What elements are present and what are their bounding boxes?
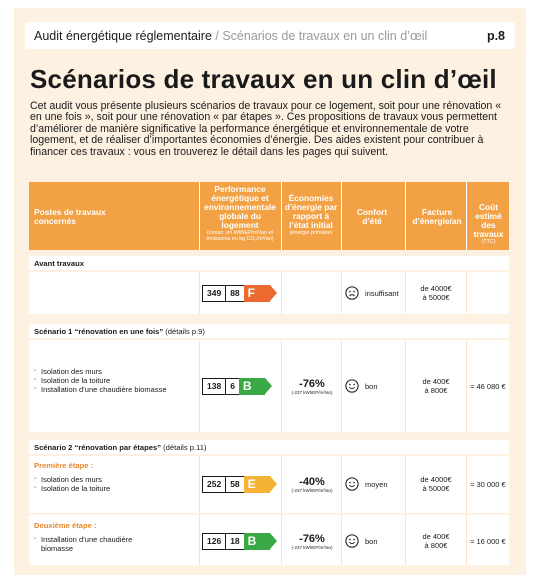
facture-line: à 800€ xyxy=(424,541,448,550)
facture-cell xyxy=(407,377,465,395)
saving-note: (-237 kWhEP/m²/an) xyxy=(291,545,333,550)
confort-cell xyxy=(345,379,378,393)
confort-value: bon xyxy=(365,536,378,546)
saving-cell xyxy=(282,534,342,551)
dpe-emissions: 18 xyxy=(225,534,243,549)
dpe-conso: 349 xyxy=(207,288,222,298)
page-number: p.8 xyxy=(486,29,505,43)
dpe-label xyxy=(202,533,270,550)
list-item: ▪ Installation d’une chaudière biomasse xyxy=(34,385,194,394)
saving-percent: -76% xyxy=(299,533,325,545)
table-row xyxy=(29,340,509,432)
header-cout xyxy=(468,203,509,245)
cell-divider xyxy=(405,515,406,565)
confort-cell xyxy=(345,477,388,491)
saving-percent: -76% xyxy=(299,378,325,390)
section-scenario-1 xyxy=(29,324,509,338)
header-divider xyxy=(466,182,467,250)
dpe-label xyxy=(202,378,265,395)
saving-note: (-237 kWhEP/m²/an) xyxy=(291,488,333,493)
header-performance-note: (conso. en kWhEP/m²/an et émissions en kg CO₂/m²/an) xyxy=(206,230,274,242)
header-divider xyxy=(341,182,342,250)
sad-face-icon xyxy=(345,286,359,300)
list-item: ▪ Installation d’une chaudière biomasse xyxy=(34,535,164,553)
happy-face-icon xyxy=(345,477,359,491)
facture-cell xyxy=(407,475,465,493)
facture-line: à 800€ xyxy=(424,386,448,395)
cell-divider xyxy=(405,456,406,513)
header-economies-label: Économies d’énergie par rapport à l’état initial xyxy=(284,193,338,230)
header-facture: Facture d’énergie/an xyxy=(412,207,462,226)
cell-divider xyxy=(405,340,406,432)
dpe-emissions: 88 xyxy=(225,286,243,301)
header-separator: / xyxy=(211,29,223,43)
header-confort: Confort d’été xyxy=(356,207,388,226)
table-row xyxy=(29,515,509,565)
dpe-conso: 138 xyxy=(207,381,222,391)
header-economies-note: (énergie primaire) xyxy=(289,230,333,236)
list-item: ▪ Isolation de la toiture xyxy=(34,484,194,493)
document-page xyxy=(14,8,526,575)
dpe-class-arrow: B xyxy=(244,533,270,550)
breadcrumb xyxy=(34,29,427,43)
intro-paragraph: Cet audit vous présente plusieurs scénarios de travaux pour ce logement, soit pour une rénovation « en une fois », soit pour une rénovation « par étapes ». Ces propositions de travaux vous permettent d’améliorer de manière significative la performance énergétique et environnementale de votre logement, et de réaliser d’importantes économies d’énergie. Des aides existent pour contribuer à financer ces travaux : vous en trouverez le détail dans les pages qui suivent. xyxy=(30,100,502,158)
header-bar xyxy=(25,22,515,49)
header-cout-label: Coût estimé des travaux xyxy=(473,202,504,239)
dpe-emissions: 58 xyxy=(225,477,243,492)
confort-value: insuffisant xyxy=(365,288,399,298)
page-title: Scénarios de travaux en un clin d’œil xyxy=(30,64,497,94)
confort-value: moyen xyxy=(365,479,388,489)
dpe-conso: 126 xyxy=(207,536,222,546)
cell-divider xyxy=(341,272,342,314)
facture-line: de 400€ xyxy=(422,377,450,386)
works-list xyxy=(34,535,164,553)
scenario-title: Scénario 1 “rénovation en une fois” xyxy=(34,327,164,336)
saving-percent: -40% xyxy=(299,476,325,488)
list-item: ▪ Isolation des murs xyxy=(34,367,194,376)
list-item: ▪ Isolation des murs xyxy=(34,475,194,484)
facture-line: à 5000€ xyxy=(422,484,450,493)
header-main: Audit énergétique réglementaire xyxy=(34,29,212,43)
cell-divider xyxy=(199,515,200,565)
facture-cell xyxy=(407,284,465,302)
header-postes: Postes de travaux concernés xyxy=(34,207,106,226)
scenario-details: (détails p.11) xyxy=(163,443,207,452)
header-sub: Scénarios de travaux en un clin d’œil xyxy=(222,29,428,43)
step-label: Deuxième étape : xyxy=(34,521,97,530)
cout-cell: ≈ 16 000 € xyxy=(470,537,506,546)
cell-divider xyxy=(199,456,200,513)
cell-divider xyxy=(199,272,200,314)
cell-divider xyxy=(466,272,467,314)
cout-cell: ≈ 46 080 € xyxy=(470,382,506,391)
header-performance-label: Performance énergétique et environnementale globale du logement xyxy=(204,184,276,230)
facture-line: de 4000€ xyxy=(420,475,452,484)
cell-divider xyxy=(199,340,200,432)
section-title xyxy=(34,443,207,452)
scenario-title: Scénario 2 “rénovation par étapes” xyxy=(34,443,162,452)
facture-cell xyxy=(407,532,465,550)
section-scenario-2 xyxy=(29,440,509,454)
dpe-label xyxy=(202,285,270,302)
facture-line: à 5000€ xyxy=(422,293,450,302)
cell-divider xyxy=(281,272,282,314)
dpe-emissions: 6 xyxy=(225,379,239,394)
list-item: ▪ Isolation de la toiture xyxy=(34,376,194,385)
header-cout-note: (TTC) xyxy=(481,239,496,245)
section-title xyxy=(34,327,205,336)
table-header xyxy=(29,182,509,250)
table-row xyxy=(29,456,509,513)
saving-cell xyxy=(282,379,342,396)
step-label: Première étape : xyxy=(34,461,94,470)
facture-line: de 4000€ xyxy=(420,284,452,293)
cell-divider xyxy=(405,272,406,314)
dpe-label xyxy=(202,476,270,493)
dpe-class-arrow: F xyxy=(244,285,270,302)
header-divider xyxy=(281,182,282,250)
happy-face-icon xyxy=(345,534,359,548)
dpe-class-arrow: B xyxy=(239,378,265,395)
saving-cell xyxy=(282,477,342,494)
works-list xyxy=(34,367,194,394)
happy-face-icon xyxy=(345,379,359,393)
table-row xyxy=(29,272,509,314)
section-avant-travaux xyxy=(29,256,509,270)
facture-line: de 400€ xyxy=(422,532,450,541)
dpe-class-arrow: E xyxy=(244,476,270,493)
confort-value: bon xyxy=(365,381,378,391)
dpe-conso: 252 xyxy=(207,479,222,489)
scenario-details: (détails p.9) xyxy=(165,327,205,336)
saving-note: (-237 kWhEP/m²/an) xyxy=(291,390,333,395)
works-list xyxy=(34,475,194,493)
header-economies xyxy=(283,194,339,236)
header-divider xyxy=(405,182,406,250)
header-performance xyxy=(201,185,279,242)
header-divider xyxy=(199,182,200,250)
confort-cell xyxy=(345,534,378,548)
cout-cell: ≈ 30 000 € xyxy=(470,480,506,489)
confort-cell xyxy=(345,286,399,300)
section-title: Avant travaux xyxy=(34,259,84,268)
